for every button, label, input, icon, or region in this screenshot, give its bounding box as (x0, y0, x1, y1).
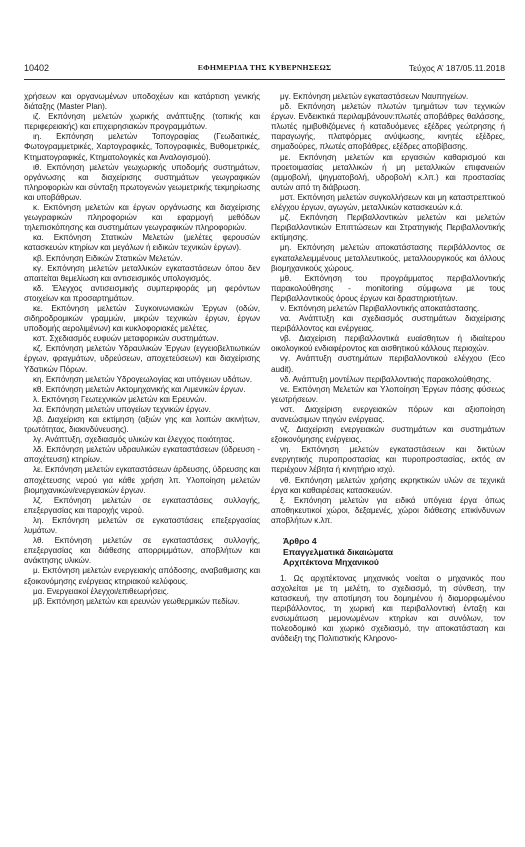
paragraph: κζ. Εκπόνηση μελετών Υδραυλικών Έργων (εγγειοβελτιωτικών έργων, φραγμάτων, υδρεύσεων, αποχετεύσεων) και διαχείρισης Υδατικών Πόρων. (24, 344, 260, 374)
article-4 (271, 536, 505, 644)
paragraph: να. Ανάπτυξη και σχεδιασμός συστημάτων διαχείρισης περιβάλλοντος και ενέργειας. (271, 314, 505, 334)
paragraph: κε. Εκπόνηση μελετών Συγκοινωνιακών Έργων (οδών, σιδηροδρομικών γραμμών, μικρών τεχνικών έργων, έργων υποδομής αερολιμένων) και κυκλοφοριακές μελέτες. (24, 303, 260, 334)
paragraph: νγ. Ανάπτυξη συστημάτων περιβαλλοντικού ελέγχου (Eco audit). (271, 354, 505, 374)
paragraph: μδ. Εκπόνηση μελετών πλωτών τμημάτων των τεχνικών έργων. Ενδεικτικά περιλαμβάνουν:πλωτές αποβάθρες θαλάσσης, πλωτές ημιβυθιζόμενες ή καταδυόμενες εξέδρες γεώτρησης ή παραγωγής, πλατφόρμες ανύψωσης, κινητές εξέδρες, σημαδούρες, πλωτές αποβάθρες, εξέδρες αποβίβασης. (271, 102, 505, 152)
article-title-line-1: Επαγγελματικά δικαιώματα (283, 546, 393, 557)
paragraph: ν. Εκπόνηση μελετών Περιβαλλοντικής αποκατάστασης. (280, 303, 480, 313)
paragraph: κθ. Εκπόνηση μελετών Ακτομηχανικής και Λιμενικών έργων. (33, 384, 246, 394)
paragraph: κγ. Εκπόνηση μελετών μεταλλικών εγκαταστάσεων όπου δεν απαιτείται θεμελίωση και αντισεισμικός υπολογισμός. (24, 263, 260, 283)
article-number: Άρθρο 4 (283, 536, 317, 547)
right-column (271, 92, 505, 644)
paragraph: κ. Εκπόνηση μελετών και έργων οργάνωσης και διαχείρισης γεωγραφικών πληροφοριών και εφαρμογή μεθόδων τηλεπισκόπησης και συστημάτων γεωγραφικών πληροφοριών. (24, 203, 260, 233)
paragraph: ξ. Εκπόνηση μελετών για ειδικά υπόγεια έργα όπως αποθηκευτικοί χώροι, δεξαμενές, χώροι διάθεσης επικίνδυνων αποβλήτων κ.λπ. (271, 495, 505, 525)
paragraph: κστ. Σχεδιασμός ευφυών μεταφορικών συστημάτων. (33, 334, 219, 344)
paragraph: μζ. Εκπόνηση Περιβαλλοντικών μελετών και μελετών Περιβαλλοντικών Επιπτώσεων και Στρατηγικής Περιβαλλοντικής εκτίμησης. (271, 213, 505, 243)
paragraph: λ. Εκπόνηση Γεωτεχνικών μελετών και Ερευνών. (33, 394, 207, 404)
paragraph: λθ. Εκπόνηση μελετών σε εγκαταστάσεις συλλογής, επεξεργασίας και διάθεσης απορριμμάτων, αποβλήτων και ανάκτησης υλικών. (24, 536, 260, 566)
paragraph: χρήσεων και οργανωμένων υποδοχέων και κατάρτιση γενικής διάταξης (Master Plan). (24, 92, 260, 112)
paragraph: λζ. Εκπόνηση μελετών σε εγκαταστάσεις συλλογής, επεξεργασίας και παροχής νερού. (24, 495, 260, 515)
publication-title: ΕΦΗΜΕΡΙΔΑ ΤΗΣ ΚΥΒΕΡΝΗΣΕΩΣ (197, 63, 332, 72)
paragraph: μη. Εκπόνηση μελετών αποκατάστασης περιβάλλοντος σε εγκαταλελειμμένους μεταλλευτικούς, μεταλλουργικούς και άλλους βιομηχανικούς χώρους. (271, 243, 505, 273)
paragraph: λη. Εκπόνηση μελετών σε εγκαταστάσεις επεξεργασίας λυμάτων. (24, 515, 260, 536)
paragraph: μθ. Εκπόνηση του προγράμματος περιβαλλοντικής παρακολούθησης - monitoring σύμφωνα με τους Περιβαλλοντικούς όρους έργων και δραστηριοτήτων. (271, 273, 505, 303)
article-title-line-2: Αρχιτέκτονα Μηχανικού (283, 557, 379, 568)
header-rule (24, 79, 505, 80)
issue-reference: Τεύχος Α’ 187/05.11.2018 (408, 63, 505, 73)
page-header (24, 63, 505, 77)
paragraph: κη. Εκπόνηση μελετών Υδρογεωλογίας και υπόγειων υδάτων. (33, 374, 252, 384)
page-number: 10402 (24, 63, 50, 73)
paragraph: μστ. Εκπόνηση μελετών συγκολλήσεων και μη καταστρεπτικού ελέγχου έργων, αγωγών, μεταλλικών κατασκευών κ.ά. (271, 192, 505, 213)
paragraph: μβ. Εκπόνηση μελετών και ερευνών γεωθερμικών πεδίων. (33, 596, 240, 606)
paragraph: λε. Εκπόνηση μελετών εγκαταστάσεων άρδευσης, ύδρευσης και αποχέτευσης νερού για κάθε χρήση λπ. Υλοποίηση μελετών βιομηχανικών/ενεργειακών έργων. (24, 465, 261, 495)
paragraph: με. Εκπόνηση μελετών και εργασιών καθαρισμού και προετοιμασίας μεταλλικών ή μη μεταλλικών επιφανειών (αμμοβολή, ψηγματοβολή, υδροβολή κ.λπ.) και προστασίας αυτών από τη διάβρωση. (271, 152, 505, 192)
paragraph: ιθ. Εκπόνηση μελετών γεωχωρικής υποδομής συστημάτων, οργάνωσης και διαχείρισης συστημάτων γεωγραφικών πληροφοριών και σύνταξη πρωτογενών γεωμετρικής τεκμηρίωσης και υποβάθρων. (24, 162, 260, 202)
paragraph: νζ. Διαχείριση ενεργειακών συστημάτων και συστημάτων εξοικονόμησης ενέργειας. (271, 425, 505, 445)
paragraph: ιη. Εκπόνηση μελετών Τοπογραφίας (Γεωδαιτικές, Φωτογραμμετρικές, Χαρτογραφικές, Τοπογραφικές, Βυθομετρικές, Κτηματογραφικές, Κτηματολογικές και Αναλογισμού). (24, 132, 260, 162)
paragraph: νβ. Διαχείριση περιβαλλοντικά ευαίσθητων ή ιδιαίτερου οικολογικού ενδιαφέροντος και αισθητικού κάλλους περιοχών. (271, 334, 505, 354)
paragraph: κδ. Έλεγχος αντισεισμικής συμπεριφοράς μη φερόντων στοιχείων και προσαρτημάτων. (24, 283, 260, 303)
paragraph: λα. Εκπόνηση μελετών υπογείων τεχνικών έργων. (33, 404, 211, 414)
paragraph: νθ. Εκπόνηση μελετών χρήσης εκρηκτικών υλών σε τεχνικά έργα και καθαιρέσεις κατασκευών. (271, 475, 505, 495)
paragraph: νδ. Ανάπτυξη μοντέλων περιβαλλοντικής παρακολούθησης. (280, 374, 492, 384)
paragraph: νε. Εκπόνηση Μελετών και Υλοποίηση Έργων πάσης φύσεως γεωτρήσεων. (271, 384, 505, 404)
paragraph: κβ. Εκπόνηση Ειδικών Στατικών Μελετών. (33, 253, 183, 263)
paragraph: λβ. Διαχείριση και εκτίμηση (αξιών γης και λοιπών ακινήτων, τρωτότητας, διακινδύνευσης). (24, 415, 260, 435)
paragraph: νη. Εκπόνηση μελετών εγκαταστάσεων και δικτύων ενεργητικής πυροπροστασίας και πυροπροστασίας, εκτός αν περιέχουν λέβητα ή κινητήριο ισχύ. (271, 445, 505, 475)
paragraph: κα. Εκπόνηση Στατικών Μελετών (μελέτες φερουσών κατασκευών κτηρίων και μεγάλων ή ειδικών τεχνικών έργων). (24, 233, 260, 253)
paragraph: λδ. Εκπόνηση μελετών υδραυλικών εγκαταστάσεων (ύδρευση - αποχέτευση) κτηρίων. (24, 445, 260, 465)
left-column (24, 92, 260, 607)
paragraph: μγ. Εκπόνηση μελετών εγκαταστάσεων Ναυπηγείων. (280, 92, 469, 101)
paragraph: λγ. Ανάπτυξη, σχεδιασμός υλικών και έλεγχος ποιότητας. (33, 435, 235, 445)
paragraph: μα. Ενεργειακοί έλεγχοι/επιθεωρήσεις. (33, 586, 169, 596)
paragraph: νστ. Διαχείριση ενεργειακών πόρων και αξιοποίηση ανανεώσιμων πηγών ενέργειας. (271, 404, 505, 424)
paragraph: μ. Εκπόνηση μελετών ενεργειακής απόδοσης, αναβαθμισης και εξοικονόμησης ενέργειας κτηριακού κελύφους. (24, 566, 260, 586)
article-paragraph: 1. Ως αρχιτέκτονας μηχανικός νοείται ο μηχανικός που ασχολείται με τη μελέτη, το σχεδιασμό, τη σύνθεση, την κατασκευή, την αποτίμηση του δομημένου ή διαμορφωμένου περιβάλλοντος, τη χωρική και περιβαλλοντική ένταξη και ενσωμάτωση μεμονωμένων κτηρίων και συνόλων, τον πολεοδομικό και χωρικό σχεδιασμό, την αποκατάσταση και ανάδειξη της Πολιτιστικής Κληρονο- (271, 573, 505, 644)
paragraph: ιζ. Εκπόνηση μελετών χωρικής ανάπτυξης (τοπικής και περιφερειακής) και επιχειρησιακών προγραμμάτων. (24, 112, 260, 132)
